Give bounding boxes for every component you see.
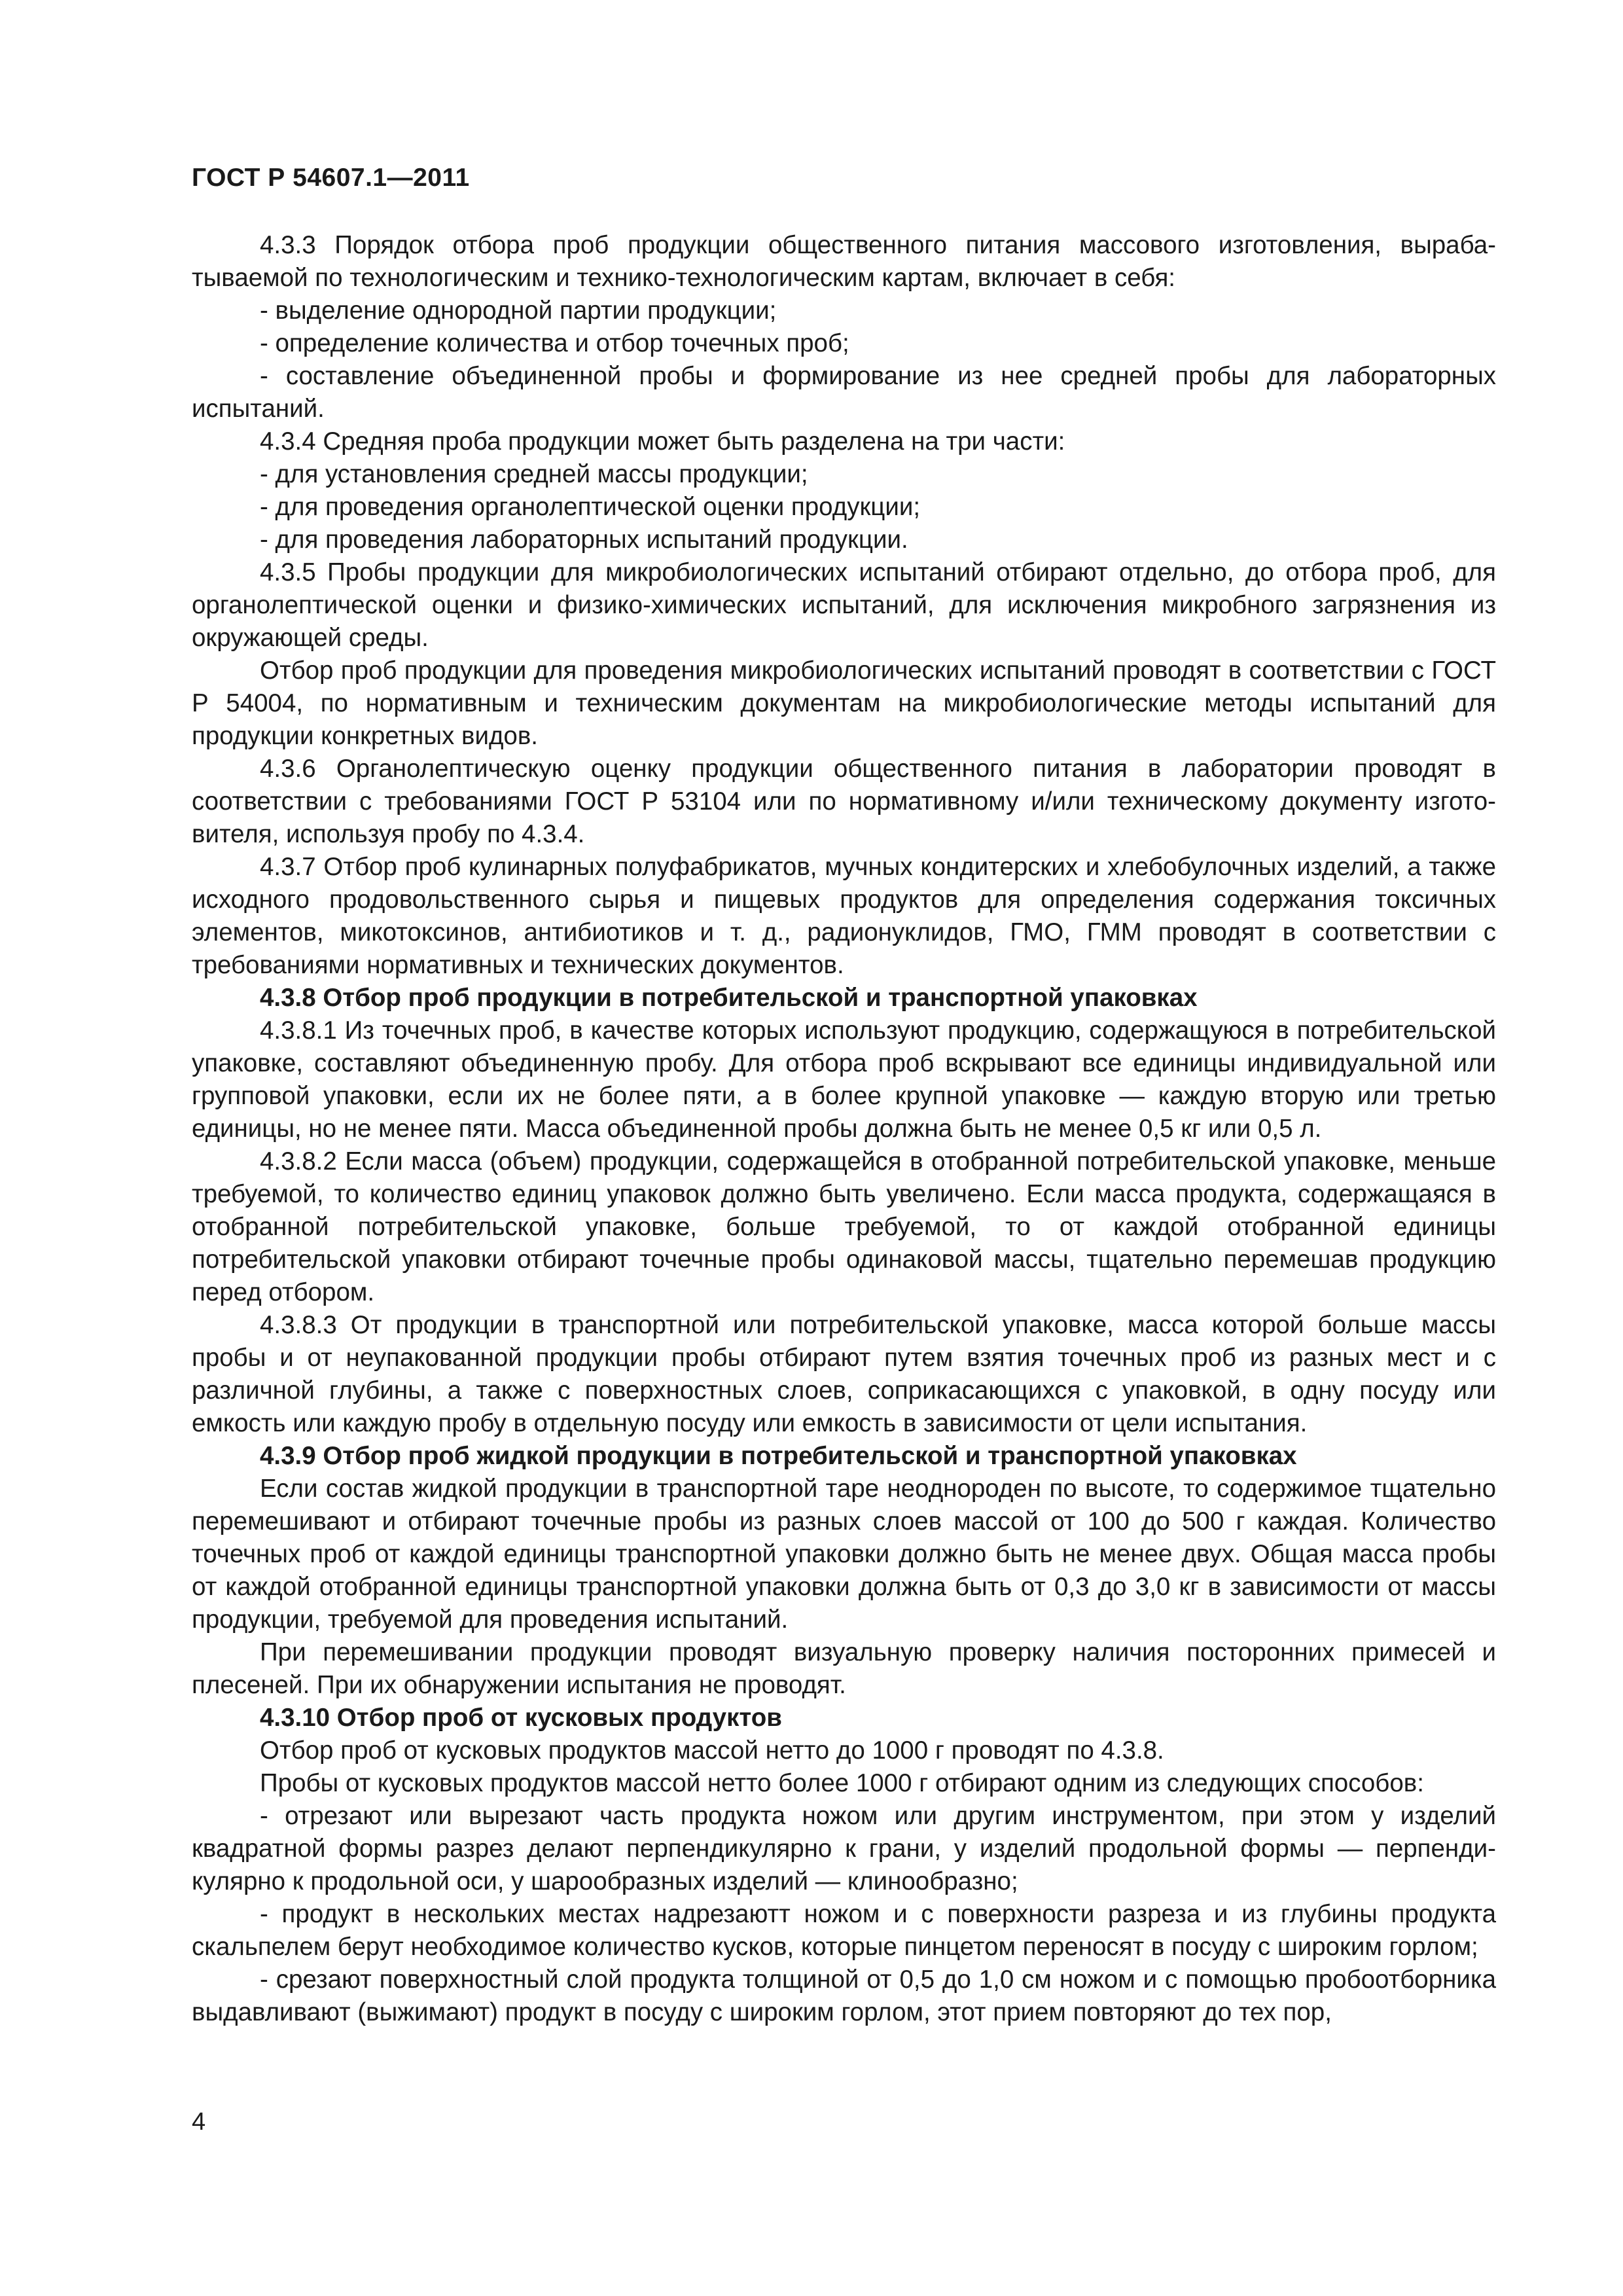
paragraph: 4.3.4 Средняя проба продукции может быть разделена на три части: xyxy=(260,427,1065,456)
section-heading: 4.3.8 Отбор проб продукции в потребительской и транспортной упаковках xyxy=(260,984,1198,1012)
paragraph: 4.3.3 Порядок отбора проб продукции общественного питания массового изготовления, вырабатываемой по технологическим и технико-технологическим картам, включает в себя: xyxy=(192,231,1496,292)
list-item: - продукт в нескольких местах надрезаютт ножом и с поверхности разреза и из глубины продукта скальпелем берут необходимое количество кусков, которые пинцетом переносят в посуду с широким горлом; xyxy=(192,1900,1496,1961)
standard-designation: ГОСТ Р 54607.1—2011 xyxy=(192,164,470,192)
list-item: - определение количества и отбор точечных проб; xyxy=(260,329,849,357)
list-item: - для проведения органолептической оценки продукции; xyxy=(260,493,921,521)
paragraph: Пробы от кусковых продуктов массой нетто более 1000 г отбирают одним из следующих способов: xyxy=(260,1769,1424,1797)
document-body xyxy=(192,229,1496,2029)
list-item: - составление объединенной пробы и формирование из нее средней пробы для лабораторных испытаний. xyxy=(192,362,1496,423)
paragraph: 4.3.8.3 От продукции в транспортной или потребительской упаковке, масса которой больше массы пробы и от неупакованной продукции пробы отбирают путем взятия точечных проб из разных мест и с различной глубины, а также с поверхностных слоев, соприкасающихся с упаковкой, в одну посуду или емкость или каждую пробу в отдельную посуду или емкость в зависимости от цели испытания. xyxy=(192,1311,1496,1437)
paragraph: Отбор проб от кусковых продуктов массой нетто до 1000 г проводят по 4.3.8. xyxy=(260,1736,1164,1765)
paragraph: При перемешивании продукции проводят визуальную проверку наличия посторонних примесей и плесеней. При их обнаружении испытания не проводят. xyxy=(192,1638,1496,1699)
paragraph: Если состав жидкой продукции в транспортной таре неоднороден по высоте, то содержимое тщательно перемешивают и отбирают точечные пробы из разных слоев массой от 100 до 500 г каждая. Количество точечных проб от каждой единицы транспортной упаковки должно быть не менее двух. Общая масса пробы от каждой отобранной единицы транспортной упаковки должна быть от 0,3 до 3,0 кг в зависимости от массы продукции, требуемой для проведения испытаний. xyxy=(192,1475,1496,1634)
paragraph: 4.3.6 Органолептическую оценку продукции общественного питания в лаборатории проводят в соответствии с требованиями ГОСТ Р 53104 или по нормативному и/или техническому документу изготовителя, используя пробу по 4.3.4. xyxy=(192,755,1496,848)
paragraph: Отбор проб продукции для проведения микробиологических испытаний проводят в соответствии с ГОСТ Р 54004, по нормативным и техническим документам на микробиологические методы испытаний для продукции конкретных видов. xyxy=(192,656,1496,750)
list-item: - для установления средней массы продукции; xyxy=(260,460,808,488)
section-heading: 4.3.9 Отбор проб жидкой продукции в потребительской и транспортной упаковках xyxy=(260,1442,1297,1470)
list-item: - отрезают или вырезают часть продукта ножом или другим инструментом, при этом у изделий квадратной формы разрез делают перпендикулярно к грани, у изделий продольной формы — перпендикулярно к продольной оси, у шарообразных изделий — клинообразно; xyxy=(192,1802,1496,1895)
page-number: 4 xyxy=(192,2108,206,2136)
list-item: - для проведения лабораторных испытаний продукции. xyxy=(260,526,908,554)
list-item: - срезают поверхностный слой продукта толщиной от 0,5 до 1,0 см ножом и с помощью пробоотборника выдавливают (выжимают) продукт в посуду с широким горлом, этот прием повторяют до тех пор, xyxy=(192,1965,1496,2026)
paragraph: 4.3.8.2 Если масса (объем) продукции, содержащейся в отобранной потребительской упаковке, меньше требуемой, то количество единиц упаковок должно быть увеличено. Если масса продукта, содержащаяся в отобранной потребительской упаковке, больше требуемой, то от каждой отобранной единицы потребительской упаковки отбирают точечные пробы одинаковой массы, тщательно перемешав продукцию перед отбором. xyxy=(192,1147,1496,1306)
paragraph: 4.3.7 Отбор проб кулинарных полуфабрикатов, мучных кондитерских и хлебобулочных изделий, а также исходного продовольственного сырья и пищевых продуктов для определения содержания токсичных элементов, микотоксинов, антибиотиков и т. д., радионуклидов, ГМО, ГММ проводят в соответствии с требованиями нормативных и технических документов. xyxy=(192,853,1496,979)
paragraph: 4.3.8.1 Из точечных проб, в качестве которых используют продукцию, содержащуюся в потребительской упаковке, составляют объединенную пробу. Для отбора проб вскрывают все единицы индивидуальной или групповой упаковки, если их не более пяти, а в более крупной упаковке — каждую вторую или третью единицы, но не менее пяти. Масса объединенной пробы должна быть не менее 0,5 кг или 0,5 л. xyxy=(192,1016,1496,1143)
paragraph: 4.3.5 Пробы продукции для микробиологических испытаний отбирают отдельно, до отбора проб, для органолептической оценки и физико-химических испытаний, для исключения микробного загрязнения из окружающей среды. xyxy=(192,558,1496,652)
section-heading: 4.3.10 Отбор проб от кусковых продуктов xyxy=(260,1704,782,1732)
list-item: - выделение однородной партии продукции; xyxy=(260,296,777,325)
